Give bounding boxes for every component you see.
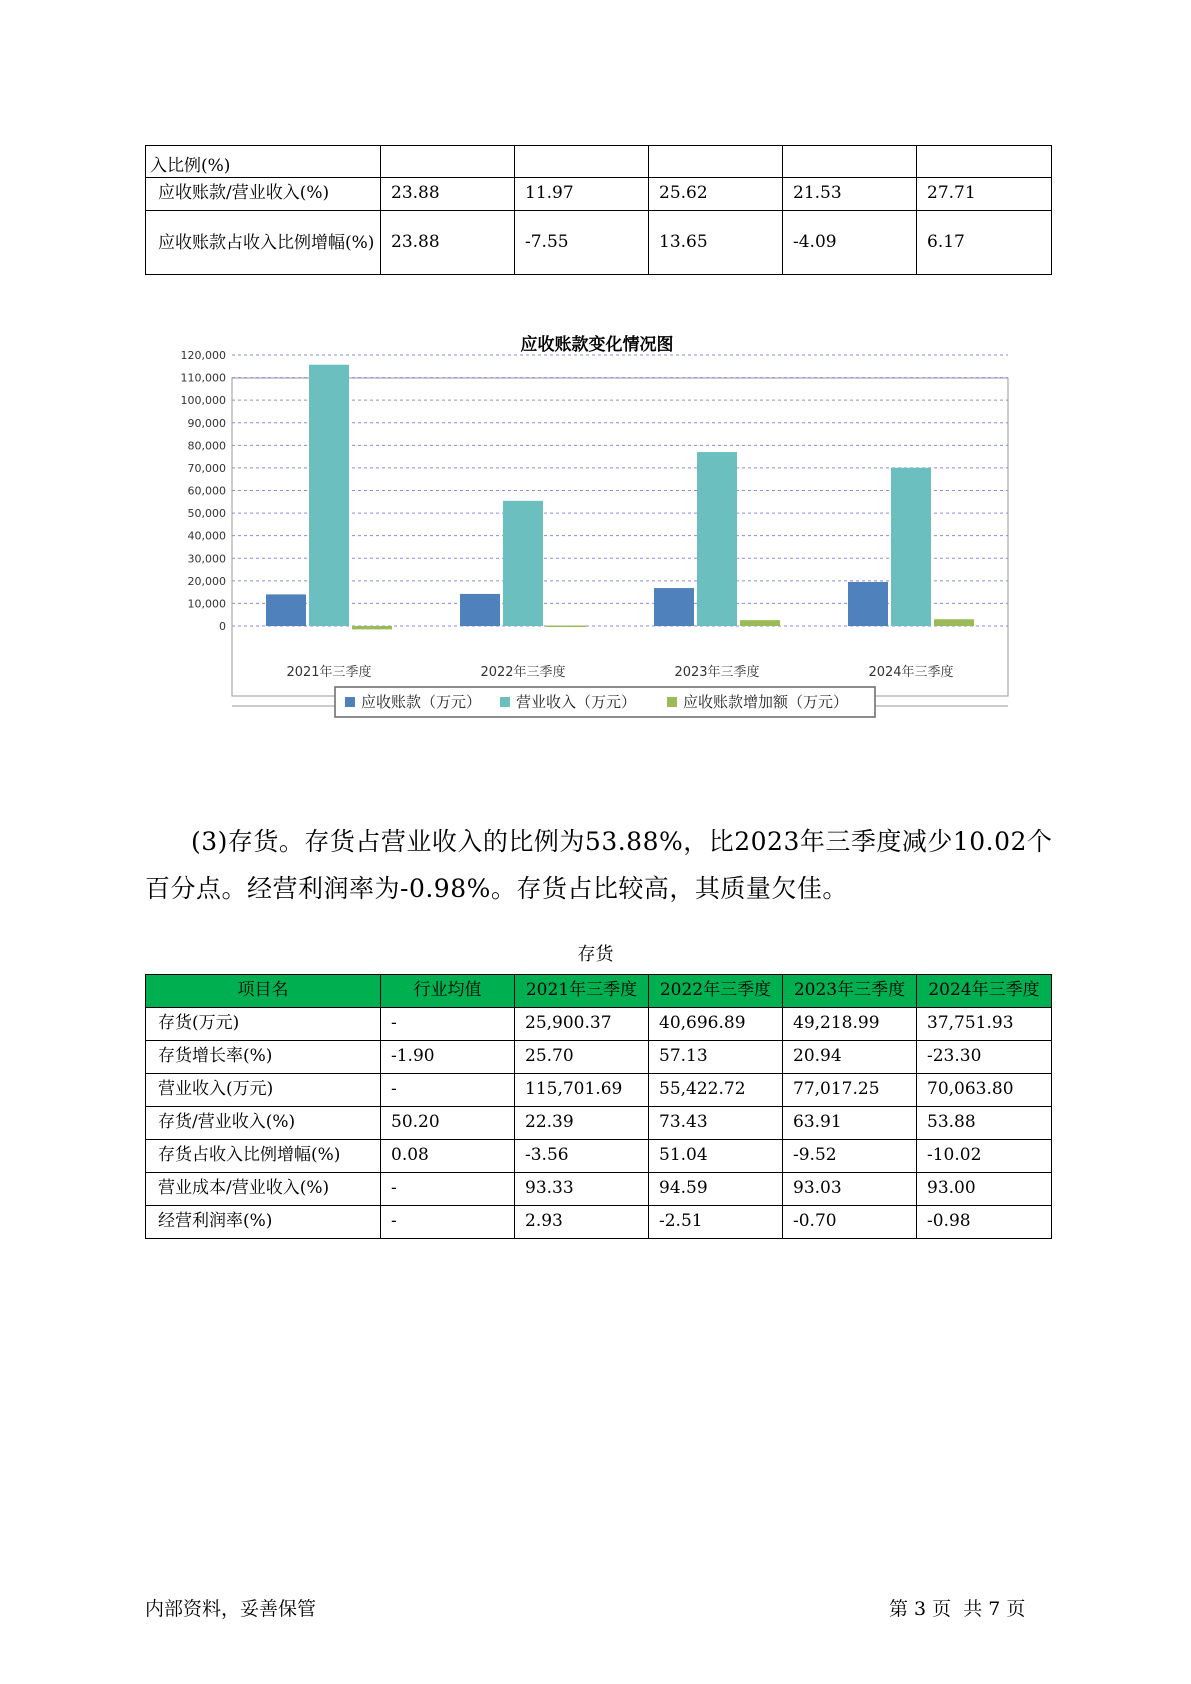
table-cell: -0.98	[917, 1206, 1052, 1239]
inventory-table-caption: 存货	[577, 944, 614, 965]
row-label: 存货占收入比例增幅(%)	[146, 1140, 381, 1173]
table-cell: 50.20	[381, 1107, 515, 1140]
table-cell: -4.09	[783, 211, 917, 275]
table-cell: 93.03	[783, 1173, 917, 1206]
table-cell: -	[381, 1173, 515, 1206]
table-cell: 11.97	[515, 178, 649, 211]
inventory-paragraph: (3)存货。存货占营业收入的比例为53.88%，比2023年三季度减少10.02个百分点。经营利润率为-0.98%。存货占比较高，其质量欠佳。	[145, 827, 1053, 903]
table-cell: 73.43	[649, 1107, 783, 1140]
table-cell: 57.13	[649, 1041, 783, 1074]
bar	[740, 620, 780, 626]
table-cell: -	[381, 1206, 515, 1239]
bar	[546, 626, 586, 628]
table-cell: 25,900.37	[515, 1008, 649, 1041]
table-cell: 25.70	[515, 1041, 649, 1074]
y-tick-label: 0	[219, 620, 226, 633]
column-header: 2024年三季度	[917, 975, 1052, 1008]
row-label: 经营利润率(%)	[146, 1206, 381, 1239]
x-tick-label: 2022年三季度	[480, 665, 566, 680]
table-cell: 2.93	[515, 1206, 649, 1239]
y-tick-label: 80,000	[187, 439, 226, 453]
table-cell: 94.59	[649, 1173, 783, 1206]
column-header: 行业均值	[381, 975, 515, 1008]
row-label: 入比例(%)	[146, 146, 381, 178]
table-cell	[381, 146, 515, 178]
table-cell: -23.30	[917, 1041, 1052, 1074]
x-tick-label: 2021年三季度	[286, 665, 372, 680]
table-row	[146, 1206, 1052, 1239]
y-tick-label: 10,000	[187, 597, 226, 611]
table-cell: 49,218.99	[783, 1008, 917, 1041]
table-cell	[649, 146, 783, 178]
table-row	[146, 178, 1052, 211]
y-tick-label: 60,000	[187, 484, 226, 498]
table-cell: 23.88	[381, 211, 515, 275]
bar	[460, 594, 500, 626]
legend-swatch	[345, 697, 355, 707]
table-cell: 27.71	[917, 178, 1052, 211]
y-tick-label: 50,000	[187, 507, 226, 521]
table-cell: -2.51	[649, 1206, 783, 1239]
table-cell: 51.04	[649, 1140, 783, 1173]
table-cell	[783, 146, 917, 178]
legend-label: 营业收入（万元）	[516, 693, 637, 711]
table-cell: 25.62	[649, 178, 783, 211]
table-cell: -9.52	[783, 1140, 917, 1173]
y-tick-label: 20,000	[187, 574, 226, 588]
bar	[503, 501, 543, 626]
bar	[934, 619, 974, 626]
table-header-row	[146, 975, 1052, 1008]
inventory-table	[145, 974, 1052, 1239]
y-tick-label: 100,000	[180, 394, 226, 408]
table-cell: 93.00	[917, 1173, 1052, 1206]
receivables-chart	[0, 320, 1191, 780]
bar	[654, 588, 694, 626]
page-total: 共 7 页	[963, 1598, 1026, 1620]
table-row	[146, 1107, 1052, 1140]
chart-title: 应收账款变化情况图	[520, 335, 674, 355]
table-row	[146, 211, 1052, 275]
table-cell: 23.88	[381, 178, 515, 211]
table-cell: 37,751.93	[917, 1008, 1052, 1041]
bar	[352, 626, 392, 629]
table-cell: 20.94	[783, 1041, 917, 1074]
table-row	[146, 1041, 1052, 1074]
x-tick-label: 2023年三季度	[674, 665, 760, 680]
table-cell: -1.90	[381, 1041, 515, 1074]
y-tick-label: 110,000	[180, 371, 226, 385]
table-cell: 53.88	[917, 1107, 1052, 1140]
table-cell: 77,017.25	[783, 1074, 917, 1107]
footer-confidential-note: 内部资料，妥善保管	[145, 1598, 317, 1620]
legend-swatch	[500, 697, 510, 707]
y-tick-label: 40,000	[187, 529, 226, 543]
table-cell: 63.91	[783, 1107, 917, 1140]
bar	[848, 582, 888, 626]
table-cell	[917, 146, 1052, 178]
row-label: 存货(万元)	[146, 1008, 381, 1041]
table-cell: 6.17	[917, 211, 1052, 275]
table-cell: 40,696.89	[649, 1008, 783, 1041]
y-tick-label: 30,000	[187, 552, 226, 566]
y-tick-label: 70,000	[187, 461, 226, 475]
table-row	[146, 1074, 1052, 1107]
table-cell: 21.53	[783, 178, 917, 211]
table-row	[146, 1173, 1052, 1206]
table-cell: -0.70	[783, 1206, 917, 1239]
row-label: 营业收入(万元)	[146, 1074, 381, 1107]
y-tick-label: 90,000	[187, 416, 226, 430]
table-cell: 70,063.80	[917, 1074, 1052, 1107]
table-cell: -7.55	[515, 211, 649, 275]
bar	[891, 468, 931, 626]
column-header: 项目名	[146, 975, 381, 1008]
x-tick-label: 2024年三季度	[868, 665, 954, 680]
table-cell: -	[381, 1008, 515, 1041]
table-cell: 13.65	[649, 211, 783, 275]
table-cell: 93.33	[515, 1173, 649, 1206]
page-current: 第 3 页	[889, 1598, 952, 1620]
table-row	[146, 146, 1052, 178]
row-label: 营业成本/营业收入(%)	[146, 1173, 381, 1206]
table-row	[146, 1140, 1052, 1173]
row-label: 存货增长率(%)	[146, 1041, 381, 1074]
table-cell	[515, 146, 649, 178]
table-cell: -10.02	[917, 1140, 1052, 1173]
bar	[266, 594, 306, 626]
row-label: 应收账款/营业收入(%)	[146, 178, 381, 211]
y-tick-label: 120,000	[180, 349, 226, 362]
table-cell: 55,422.72	[649, 1074, 783, 1107]
column-header: 2022年三季度	[649, 975, 783, 1008]
page-number	[889, 1594, 1031, 1621]
table-cell: -	[381, 1074, 515, 1107]
table-cell: -3.56	[515, 1140, 649, 1173]
row-label: 应收账款占收入比例增幅(%)	[146, 211, 381, 275]
table-cell: 115,701.69	[515, 1074, 649, 1107]
bar	[309, 365, 349, 626]
bar	[697, 452, 737, 626]
column-header: 2023年三季度	[783, 975, 917, 1008]
legend-label: 应收账款（万元）	[361, 693, 482, 711]
receivables-table	[145, 145, 1052, 275]
table-row	[146, 1008, 1052, 1041]
table-cell: 0.08	[381, 1140, 515, 1173]
column-header: 2021年三季度	[515, 975, 649, 1008]
table-cell: 22.39	[515, 1107, 649, 1140]
legend-label: 应收账款增加额（万元）	[683, 693, 849, 711]
row-label: 存货/营业收入(%)	[146, 1107, 381, 1140]
legend-swatch	[667, 697, 677, 707]
